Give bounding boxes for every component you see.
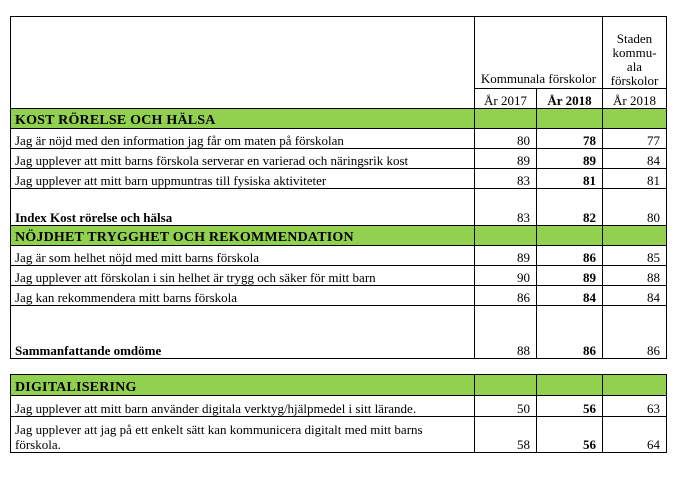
spacer-row [11, 359, 667, 375]
value-staden: 63 [603, 396, 667, 417]
value-2018: 56 [537, 396, 603, 417]
value-2017: 89 [475, 149, 537, 169]
value-2017: 83 [475, 169, 537, 189]
table-row [11, 286, 667, 306]
section-title-digital: DIGITALISERING [11, 375, 475, 396]
header-blank [11, 17, 475, 109]
value-2018: 89 [537, 149, 603, 169]
value-2017: 58 [475, 417, 537, 453]
header-year-2018: År 2018 [537, 89, 603, 109]
table-row [11, 396, 667, 417]
value-staden: 84 [603, 149, 667, 169]
value-2018: 84 [537, 286, 603, 306]
section-row-digital [11, 375, 667, 396]
value-staden: 85 [603, 246, 667, 266]
value-2018: 81 [537, 169, 603, 189]
value-2018: 78 [537, 129, 603, 149]
header-row [11, 17, 667, 89]
value-2017: 89 [475, 246, 537, 266]
section-title-nojdhet: NÖJDHET TRYGGHET OCH REKOMMENDATION [11, 226, 475, 246]
summary-row [11, 306, 667, 359]
row-label: Jag upplever att jag på ett enkelt sätt kan kommunicera digitalt med mitt barns förskola. [11, 417, 475, 453]
value-staden: 81 [603, 169, 667, 189]
value-staden: 64 [603, 417, 667, 453]
index-row [11, 189, 667, 226]
row-label: Jag upplever att mitt barn uppmuntras till fysiska aktiviteter [11, 169, 475, 189]
table-row [11, 149, 667, 169]
row-label: Jag upplever att förskolan i sin helhet är trygg och säker för mitt barn [11, 266, 475, 286]
index-2018: 82 [537, 189, 603, 226]
summary-2018: 86 [537, 306, 603, 359]
value-2017: 50 [475, 396, 537, 417]
summary-label: Sammanfattande omdöme [11, 306, 475, 359]
row-label: Jag kan rekommendera mitt barns förskola [11, 286, 475, 306]
value-staden: 77 [603, 129, 667, 149]
table-row [11, 246, 667, 266]
summary-staden: 86 [603, 306, 667, 359]
value-staden: 88 [603, 266, 667, 286]
row-label: Jag är nöjd med den information jag får om maten på förskolan [11, 129, 475, 149]
row-label: Jag upplever att mitt barns förskola serverar en varierad och näringsrik kost [11, 149, 475, 169]
index-2017: 83 [475, 189, 537, 226]
value-2017: 80 [475, 129, 537, 149]
value-2018: 56 [537, 417, 603, 453]
table-row [11, 417, 667, 453]
index-label: Index Kost rörelse och hälsa [11, 189, 475, 226]
section-title-kost: KOST RÖRELSE OCH HÄLSA [11, 109, 475, 129]
table-row [11, 129, 667, 149]
value-2017: 90 [475, 266, 537, 286]
header-year-2017: År 2017 [475, 89, 537, 109]
table-row [11, 169, 667, 189]
value-2018: 86 [537, 246, 603, 266]
value-2017: 86 [475, 286, 537, 306]
summary-2017: 88 [475, 306, 537, 359]
header-staden-year: År 2018 [603, 89, 667, 109]
value-staden: 84 [603, 286, 667, 306]
table-row [11, 266, 667, 286]
row-label: Jag upplever att mitt barn använder digitala verktyg/hjälpmedel i sitt lärande. [11, 396, 475, 417]
header-kommunala: Kommunala förskolor [475, 17, 603, 89]
value-2018: 89 [537, 266, 603, 286]
header-staden: Staden kommu-ala förskolor [603, 17, 667, 89]
row-label: Jag är som helhet nöjd med mitt barns förskola [11, 246, 475, 266]
section-row-nojdhet [11, 226, 667, 246]
results-table [10, 16, 667, 453]
index-staden: 80 [603, 189, 667, 226]
section-row-kost [11, 109, 667, 129]
